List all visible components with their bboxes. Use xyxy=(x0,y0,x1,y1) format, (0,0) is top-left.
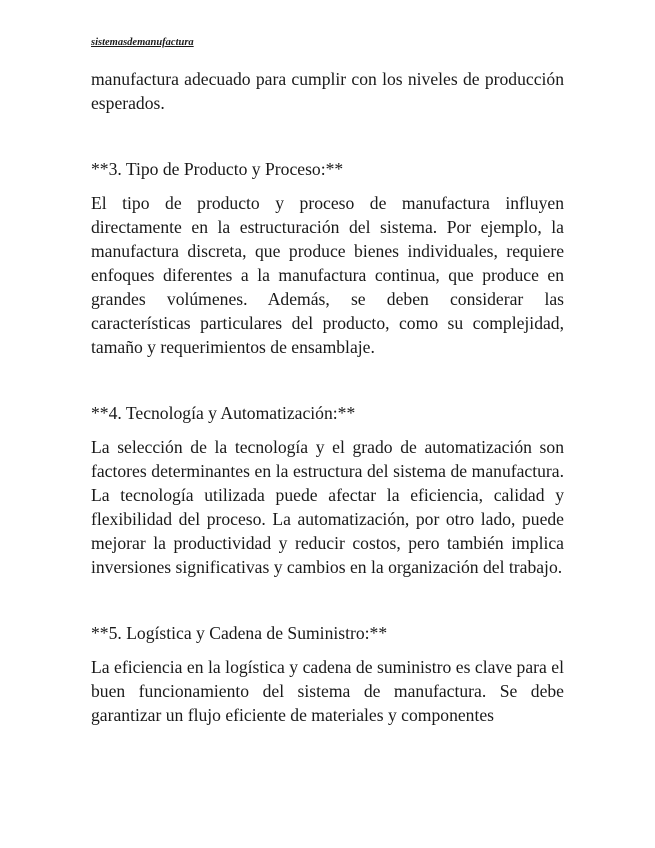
section-body: La eficiencia en la logística y cadena de suministro es clave para el buen funcionamiento del sistema de manufactura. Se debe garantizar un flujo eficiente de materiales y componentes xyxy=(91,657,564,725)
section-heading: **4. Tecnología y Automatización:** xyxy=(91,403,356,423)
section-3 xyxy=(91,157,564,359)
section-body: La selección de la tecnología y el grado de automatización son factores determinantes en la estructura del sistema de manufactura. La tecnología utilizada puede afectar la eficiencia, calidad y flexibilidad del proceso. La automatización, por otro lado, puede mejorar la productividad y reducir costos, pero también implica inversiones significativas y cambios en la organización del trabajo. xyxy=(91,437,564,577)
section-4 xyxy=(91,401,564,579)
running-header: sistemasdemanufactura xyxy=(91,37,194,48)
intro-paragraph: manufactura adecuado para cumplir con los niveles de producción esperados. xyxy=(91,69,564,113)
document-page xyxy=(91,36,564,727)
section-heading: **5. Logística y Cadena de Suministro:** xyxy=(91,623,388,643)
section-heading: **3. Tipo de Producto y Proceso:** xyxy=(91,159,344,179)
section-5 xyxy=(91,621,564,727)
section-body: El tipo de producto y proceso de manufactura influyen directamente en la estructuración del sistema. Por ejemplo, la manufactura discreta, que produce bienes individuales, requiere enfoques diferentes a la manufactura continua, que produce en grandes volúmenes. Además, se deben considerar las características particulares del producto, como su complejidad, tamaño y requerimientos de ensamblaje. xyxy=(91,193,564,357)
